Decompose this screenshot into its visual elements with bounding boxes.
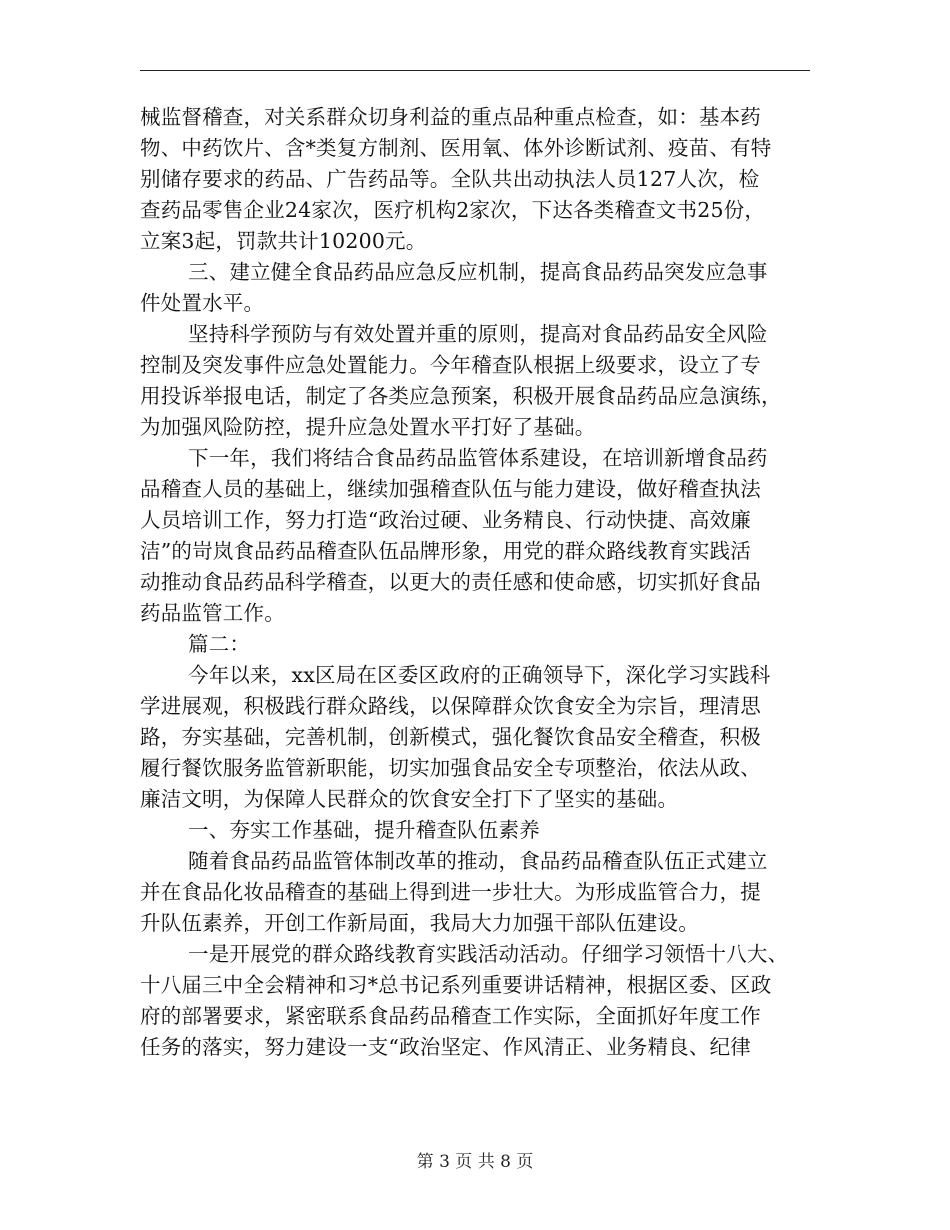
section-heading-line: 三、建立健全食品药品应急反应机制，提高食品药品突发应急事	[188, 260, 768, 284]
text-line: 任务的落实，努力建设一支“政治坚定、作风清正、业务精良、纪律	[140, 1035, 751, 1059]
text-line: 查药品零售企业24家次，医疗机构2家次，下达各类稽查文书25份，	[140, 198, 766, 222]
paragraph-start-line: 一是开展党的群众路线教育实践活动活动。仔细学习领悟十八大、	[188, 942, 789, 966]
paragraph-start-line: 下一年，我们将结合食品药品监管体系建设，在培训新增食品药	[188, 446, 768, 470]
text-line: 升队伍素养，开创工作新局面，我局大力加强干部队伍建设。	[140, 911, 699, 935]
text-line: 品稽查人员的基础上，继续加强稽查队伍与能力建设，做好稽查执法	[140, 477, 761, 501]
header-rule	[140, 70, 810, 71]
text-line: 物、中药饮片、含*类复方制剂、医用氧、体外诊断试剂、疫苗、有特	[140, 136, 772, 160]
text-line: 廉洁文明，为保障人民群众的饮食安全打下了坚实的基础。	[140, 787, 679, 811]
text-line: 人员培训工作，努力打造“政治过硬、业务精良、行动快捷、高效廉	[140, 508, 751, 532]
text-line: 用投诉举报电话，制定了各类应急预案，积极开展食品药品应急演练，	[140, 384, 782, 408]
text-line: 药品监管工作。	[140, 601, 285, 625]
paragraph-start-line: 随着食品药品监管体制改革的推动，食品药品稽查队伍正式建立	[188, 849, 768, 873]
chapter-label-line: 篇二：	[188, 632, 251, 656]
text-line: 为加强风险防控，提升应急处置水平打好了基础。	[140, 415, 596, 439]
text-line: 十八届三中全会精神和习*总书记系列重要讲话精神，根据区委、区政	[140, 973, 772, 997]
text-line: 控制及突发事件应急处置能力。今年稽查队根据上级要求，设立了专	[140, 353, 761, 377]
text-line: 府的部署要求，紧密联系食品药品稽查工作实际，全面抓好年度工作	[140, 1004, 761, 1028]
text-line: 别储存要求的药品、广告药品等。全队共出动执法人员127人次，检	[140, 167, 760, 191]
text-line: 动推动食品药品科学稽查，以更大的责任感和使命感，切实抓好食品	[140, 570, 761, 594]
text-line: 洁”的岢岚食品药品稽查队伍品牌形象，用党的群众路线教育实践活	[140, 539, 751, 563]
text-line: 件处置水平。	[140, 291, 265, 315]
text-line: 立案3起，罚款共计10200元。	[140, 229, 427, 253]
text-line: 学进展观，积极践行群众路线，以保障群众饮食安全为宗旨，理清思	[140, 694, 761, 718]
text-line: 履行餐饮服务监管新职能，切实加强食品安全专项整治，依法从政、	[140, 756, 761, 780]
paragraph-start-line: 坚持科学预防与有效处置并重的原则，提高对食品药品安全风险	[188, 322, 768, 346]
text-line: 路，夯实基础，完善机制，创新模式，强化餐饮食品安全稽查，积极	[140, 725, 761, 749]
document-body	[140, 102, 812, 1063]
paragraph-start-line: 今年以来，xx区局在区委区政府的正确领导下，深化学习实践科	[188, 663, 771, 687]
section-heading-line: 一、夯实工作基础，提升稽查队伍素养	[188, 818, 540, 842]
text-line: 械监督稽查，对关系群众切身利益的重点品种重点检查，如：基本药	[140, 105, 761, 129]
page-number-footer: 第 3 页 共 8 页	[416, 1152, 534, 1172]
text-line: 并在食品化妆品稽查的基础上得到进一步壮大。为形成监管合力，提	[140, 880, 761, 904]
